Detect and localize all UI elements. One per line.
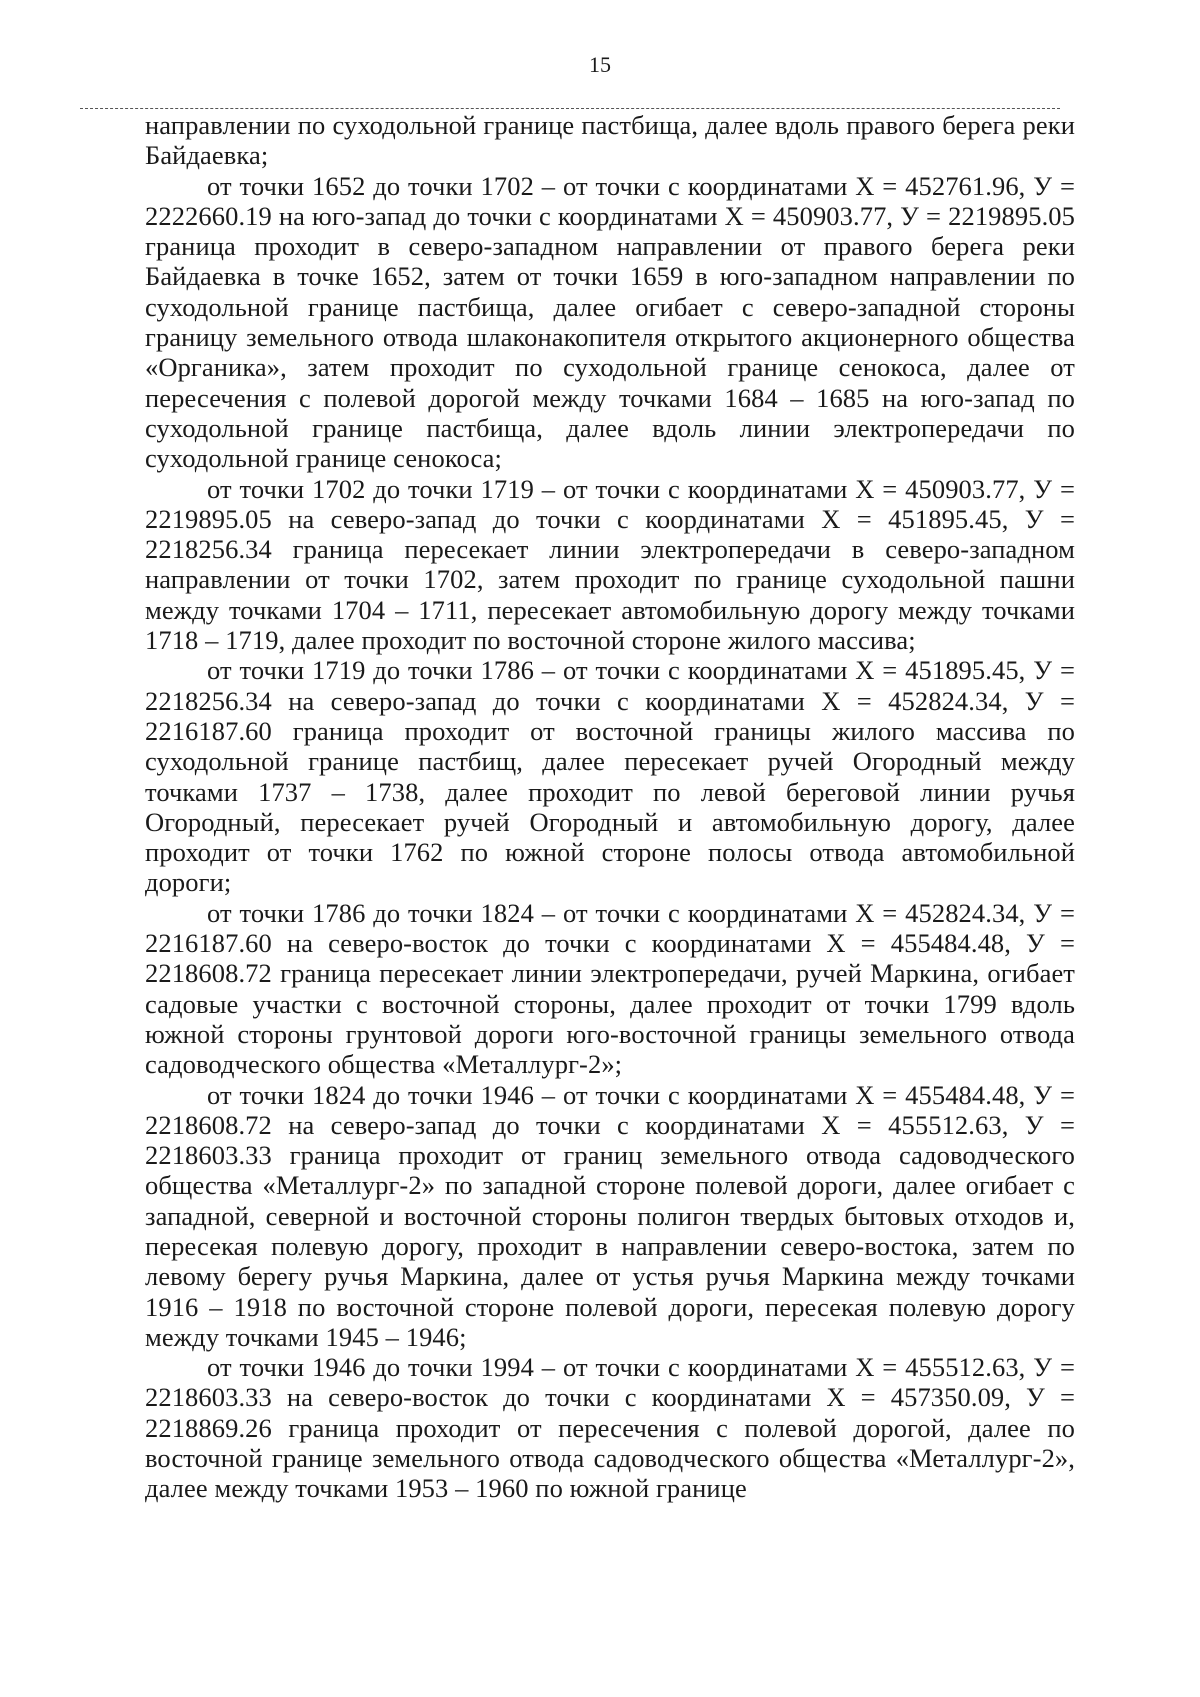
- paragraph-segment-1652-1702: от точки 1652 до точки 1702 – от точки с координатами Х = 452761.96, У = 2222660.19 на юго-запад до точки с координатами Х = 450903.77, У = 2219895.05 граница проходит в северо-западном направлении от правого берега реки Байдаевка в точке 1652, затем от точки 1659 в юго-западном направлении по суходольной границе пастбища, далее огибает с северо-западной стороны границу земельного отвода шлаконакопителя открытого акционерного общества «Органика», затем проходит по суходольной границе сенокоса, далее от пересечения с полевой дорогой между точками 1684 – 1685 на юго-запад по суходольной границе пастбища, далее вдоль линии электропередачи по суходольной границе сенокоса;: [145, 170, 1075, 474]
- document-body: [145, 110, 1075, 1504]
- paragraph-segment-1702-1719: от точки 1702 до точки 1719 – от точки с координатами Х = 450903.77, У = 2219895.05 на северо-запад до точки с координатами Х = 451895.45, У = 2218256.34 граница пересекает линии электропередачи в северо-западном направлении от точки 1702, затем проходит по границе суходольной пашни между точками 1704 – 1711, пересекает автомобильную дорогу между точками 1718 – 1719, далее проходит по восточной стороне жилого массива;: [145, 473, 1075, 656]
- page-number: 15: [589, 52, 611, 77]
- paragraph-segment-1719-1786: от точки 1719 до точки 1786 – от точки с координатами Х = 451895.45, У = 2218256.34 на северо-запад до точки с координатами Х = 452824.34, У = 2216187.60 граница проходит от восточной границы жилого массива по суходольной границе пастбищ, далее пересекает ручей Огородный между точками 1737 – 1738, далее проходит по левой береговой линии ручья Огородный, пересекает ручей Огородный и автомобильную дорогу, далее проходит от точки 1762 по южной стороне полосы отвода автомобильной дороги;: [145, 655, 1075, 898]
- paragraph-continuation: направлении по суходольной границе пастбища, далее вдоль правого берега реки Байдаевка;: [145, 110, 1075, 171]
- paragraph-segment-1786-1824: от точки 1786 до точки 1824 – от точки с координатами Х = 452824.34, У = 2216187.60 на северо-восток до точки с координатами Х = 455484.48, У = 2218608.72 граница пересекает линии электропередачи, ручей Маркина, огибает садовые участки с восточной стороны, далее проходит от точки 1799 вдоль южной стороны грунтовой дороги юго-восточной границы земельного отвода садоводческого общества «Металлург-2»;: [145, 897, 1075, 1080]
- paragraph-segment-1824-1946: от точки 1824 до точки 1946 – от точки с координатами Х = 455484.48, У = 2218608.72 на северо-запад до точки с координатами Х = 455512.63, У = 2218603.33 граница проходит от границ земельного отвода садоводческого общества «Металлург-2» по западной стороне полевой дороги, далее огибает с западной, северной и восточной стороны полигон твердых бытовых отходов и, пересекая полевую дорогу, проходит в направлении северо-востока, затем по левому берегу ручья Маркина, далее от устья ручья Маркина между точками 1916 – 1918 по восточной стороне полевой дороги, пересекая полевую дорогу между точками 1945 – 1946;: [145, 1079, 1075, 1352]
- paragraph-segment-1946-1994: от точки 1946 до точки 1994 – от точки с координатами Х = 455512.63, У = 2218603.33 на северо-восток до точки с координатами Х = 457350.09, У = 2218869.26 граница проходит от пересечения с полевой дорогой, далее по восточной границе земельного отвода садоводческого общества «Металлург-2», далее между точками 1953 – 1960 по южной границе: [145, 1352, 1075, 1504]
- top-rule: [80, 108, 1060, 109]
